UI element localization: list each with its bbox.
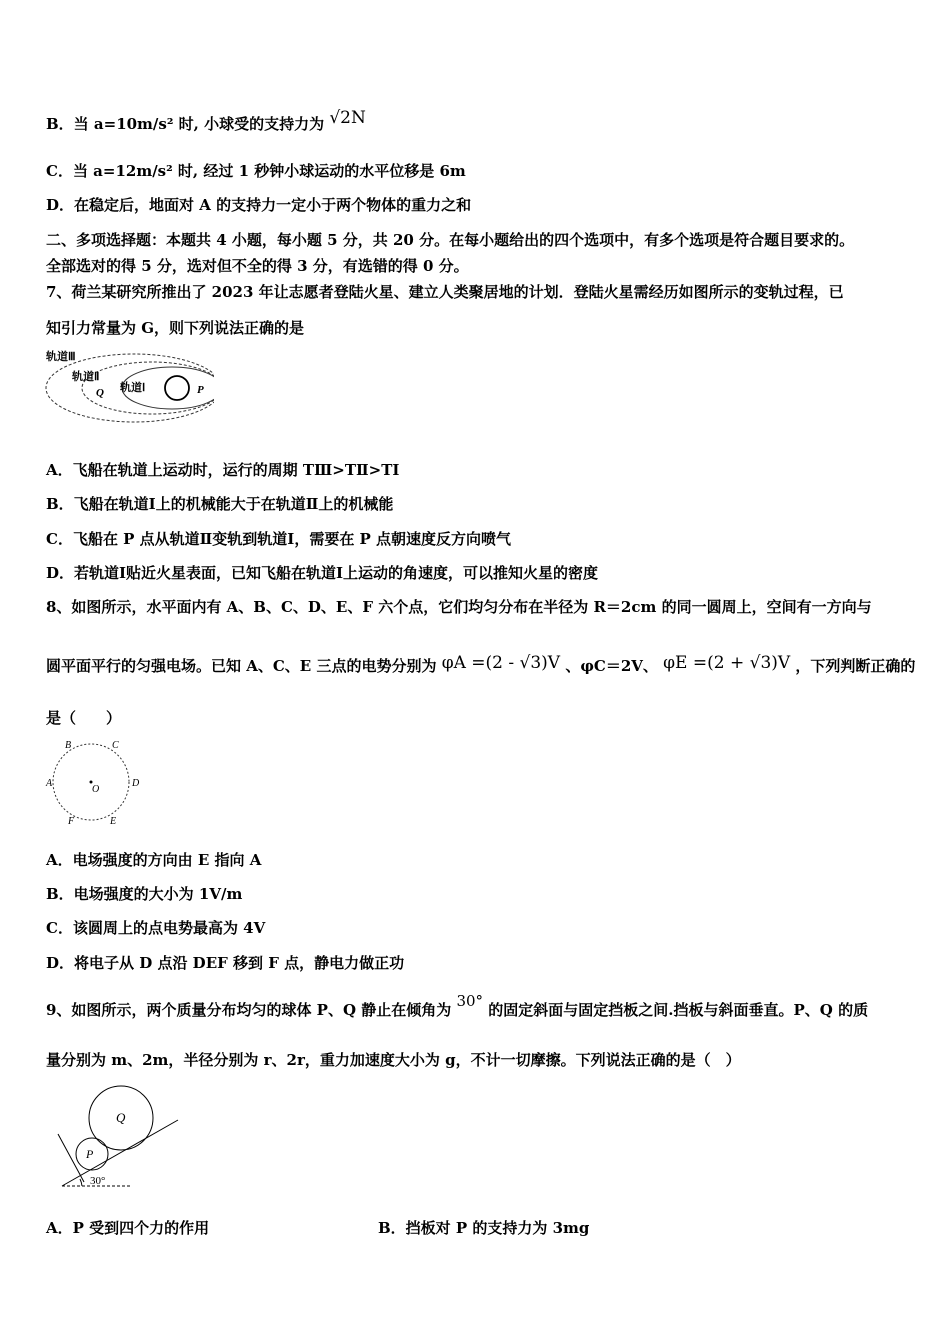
- label-e: E: [110, 816, 117, 827]
- q8-phi-e: φE =(2 + √3)V: [663, 653, 791, 673]
- q8-stem-line2: [46, 653, 916, 676]
- q6-option-d: D．在稳定后，地面对 A 的支持力一定小于两个物体的重力之和: [46, 196, 472, 214]
- label-a: A: [46, 778, 53, 789]
- q8-stem-line3: 是（ ）: [46, 709, 122, 727]
- mars-body: [165, 376, 189, 400]
- q8-stem-part-a: 圆平面平行的匀强电场。已知 A、C、E 三点的电势分别为: [46, 657, 437, 675]
- label-point-q: Q: [96, 387, 104, 399]
- label-f: F: [68, 816, 75, 827]
- q8-option-b: B．电场强度的大小为 1V/m: [46, 885, 243, 903]
- q9-option-a: A．P 受到四个力的作用: [46, 1219, 210, 1237]
- label-angle: 30°: [90, 1175, 106, 1187]
- q8-option-a: A．电场强度的方向由 E 指向 A: [46, 851, 262, 869]
- q8-phi-a: φA =(2 - √3)V: [441, 653, 561, 673]
- q7-option-c: C．飞船在 P 点从轨道Ⅱ变轨到轨道Ⅰ，需要在 P 点朝速度反方向喷气: [46, 530, 512, 548]
- label-orbit-2: 轨道Ⅱ: [72, 371, 100, 383]
- q7-orbit-figure: [44, 346, 214, 432]
- label-orbit-3: 轨道Ⅲ: [46, 351, 76, 363]
- q9-option-b: B．挡板对 P 的支持力为 3mg: [378, 1219, 590, 1237]
- incline-surface: [62, 1120, 178, 1186]
- label-d: D: [132, 778, 140, 789]
- label-point-p: P: [197, 384, 204, 396]
- q8-stem-part-b: 、φC＝2V、: [565, 657, 658, 675]
- label-p: P: [86, 1147, 94, 1161]
- q9-stem-line2: 量分别为 m、2m，半径分别为 r、2r，重力加速度大小为 g，不计一切摩擦。下列说法正确的是（ ）: [46, 1051, 741, 1069]
- q6-option-b-value: √2N: [329, 108, 366, 128]
- q9-incline-figure: [54, 1078, 188, 1190]
- section2-line1: 二、多项选择题：本题共 4 小题，每小题 5 分，共 20 分。在每小题给出的四个选项中，有多个选项是符合题目要求的。: [46, 231, 855, 249]
- q8-stem-line1: 8、如图所示，水平面内有 A、B、C、D、E、F 六个点，它们均匀分布在半径为 R＝2cm 的同一圆周上，空间有一方向与: [46, 598, 872, 616]
- q9-stem-part-a: 9、如图所示，两个质量分布均匀的球体 P、Q 静止在倾角为: [46, 1001, 452, 1019]
- q8-circle-figure: [44, 736, 144, 828]
- q7-option-a: A．飞船在轨道上运动时，运行的周期 TⅢ>TⅡ>TⅠ: [46, 461, 400, 479]
- q8-option-c: C．该圆周上的点电势最高为 4V: [46, 919, 266, 937]
- label-c: C: [112, 740, 119, 751]
- label-orbit-1: 轨道Ⅰ: [120, 382, 146, 394]
- q6-option-c: C．当 a=12m/s² 时, 经过 1 秒钟小球运动的水平位移是 6m: [46, 162, 466, 180]
- q7-stem-line2: 知引力常量为 G，则下列说法正确的是: [46, 319, 305, 337]
- q9-stem-part-b: 的固定斜面与固定挡板之间.挡板与斜面垂直。P、Q 的质: [488, 1001, 869, 1019]
- q6-option-b-text: B．当 a=10m/s² 时, 小球受的支持力为: [46, 115, 325, 133]
- label-q: Q: [116, 1110, 126, 1125]
- q7-option-d: D．若轨道Ⅰ贴近火星表面，已知飞船在轨道Ⅰ上运动的角速度，可以推知火星的密度: [46, 564, 599, 582]
- q7-option-b: B．飞船在轨道Ⅰ上的机械能大于在轨道Ⅱ上的机械能: [46, 495, 394, 513]
- label-o: O: [92, 784, 100, 795]
- q6-option-b: [46, 108, 366, 134]
- label-b: B: [65, 740, 72, 751]
- q8-option-d: D．将电子从 D 点沿 DEF 移到 F 点，静电力做正功: [46, 954, 405, 972]
- q9-stem-line1: [46, 992, 869, 1020]
- baffle-plate: [58, 1134, 84, 1182]
- section2-line2: 全部选对的得 5 分，选对但不全的得 3 分，有选错的得 0 分。: [46, 257, 469, 275]
- q9-angle: 30°: [456, 992, 484, 1010]
- angle-arc: [80, 1179, 82, 1186]
- q7-stem-line1: 7、荷兰某研究所推出了 2023 年让志愿者登陆火星、建立人类聚居地的计划．登陆火星需经历如图所示的变轨过程，已: [46, 283, 844, 301]
- q8-stem-part-c: ，下列判断正确的: [795, 657, 916, 675]
